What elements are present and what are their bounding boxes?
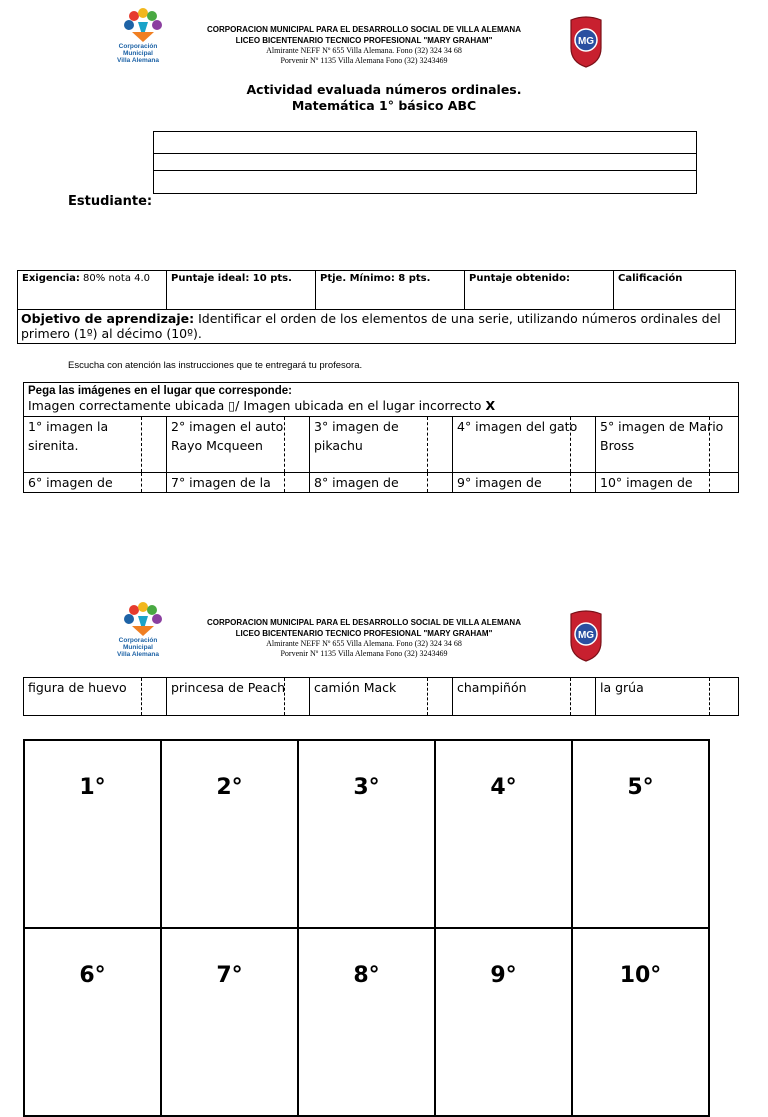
puntaje-minimo: Ptje. Mínimo: 8 pts. (316, 271, 465, 310)
image-cell-text: 1° imagen la sirenita. (28, 419, 109, 453)
paste-box-10[interactable] (572, 928, 709, 1116)
image-cell-6 (24, 473, 167, 493)
legend-correct: Imagen correctamente ubicada (28, 398, 229, 413)
header-top (0, 0, 768, 80)
paste-box-7[interactable] (161, 928, 298, 1116)
corporacion-logo-icon (112, 602, 174, 638)
paste-box-8[interactable] (298, 928, 435, 1116)
address-line: Porvenir Nº 1135 Villa Alemana Fono (32) 3243469 (280, 649, 448, 658)
ordinal-label: 4° (490, 775, 517, 800)
institution-name: CORPORACION MUNICIPAL PARA EL DESARROLLO SOCIAL DE VILLA ALEMANA (207, 618, 521, 627)
image-cell-4 (453, 417, 596, 473)
image-cell-2 (167, 417, 310, 473)
paste-box-4[interactable] (435, 740, 572, 928)
puntaje-ideal: Puntaje ideal: 10 pts. (167, 271, 316, 310)
image-cell-text: 10° imagen de (600, 475, 693, 490)
ordinal-label: 6° (79, 963, 106, 988)
exigencia-cell (18, 271, 167, 310)
image-cell-text: camión Mack (314, 680, 397, 695)
images-legend (28, 398, 734, 414)
images-heading: Pega las imágenes en el lugar que corresponde: (28, 385, 292, 397)
ordinal-label: 5° (627, 775, 654, 800)
evaluation-info-table (17, 270, 736, 344)
page-title: Actividad evaluada números ordinales. (246, 82, 522, 97)
x-mark-icon: X (485, 398, 496, 413)
logo-text-line: Municipal (123, 644, 153, 651)
image-cell-text: 4° imagen del gato (457, 419, 578, 434)
calificacion[interactable]: Calificación (614, 271, 736, 310)
image-cell-10 (596, 473, 739, 493)
student-label: Estudiante: (68, 194, 153, 209)
paste-box-5[interactable] (572, 740, 709, 928)
image-cell-7 (167, 473, 310, 493)
school-crest-icon (568, 14, 604, 68)
image-cell-text: princesa de Peach (171, 680, 286, 695)
exigencia-label: Exigencia: (22, 273, 80, 284)
logo-text-line: Corporación (118, 43, 158, 50)
image-cell-8 (310, 473, 453, 493)
corporacion-logo-icon (112, 8, 174, 44)
school-name: LICEO BICENTENARIO TECNICO PROFESIONAL "MARY GRAHAM" (235, 629, 493, 638)
logo-text-line: Corporación (118, 637, 158, 644)
image-cell-3 (310, 417, 453, 473)
image-cell-text: champiñón (457, 680, 527, 695)
image-cell-6-cont (24, 678, 167, 716)
image-cell-5 (596, 417, 739, 473)
image-cell-text: figura de huevo (28, 680, 127, 695)
image-cell-10-cont (596, 678, 739, 716)
puntaje-obtenido[interactable]: Puntaje obtenido: (465, 271, 614, 310)
objetivo-label: Objetivo de aprendizaje: (21, 311, 195, 326)
checkbox-icon: ▯ (228, 398, 236, 413)
address-line: Almirante NEFF Nº 655 Villa Alemana. Fono (32) 324 34 68 (266, 639, 462, 648)
ordinal-label: 1° (79, 775, 106, 800)
image-cell-7-cont (167, 678, 310, 716)
school-name: LICEO BICENTENARIO TECNICO PROFESIONAL "MARY GRAHAM" (235, 36, 493, 45)
ordinal-label: 9° (490, 963, 517, 988)
legend-incorrect: / Imagen ubicada en el lugar incorrecto (235, 398, 486, 413)
image-cell-text: 5° imagen de Mario Bross (600, 419, 724, 453)
image-cell-9 (453, 473, 596, 493)
image-cell-8-cont (310, 678, 453, 716)
paste-box-2[interactable] (161, 740, 298, 928)
address-line: Almirante NEFF Nº 655 Villa Alemana. Fono (32) 324 34 68 (266, 46, 462, 55)
ordinal-label: 8° (353, 963, 380, 988)
institution-name: CORPORACION MUNICIPAL PARA EL DESARROLLO SOCIAL DE VILLA ALEMANA (207, 25, 521, 34)
page-subtitle: Matemática 1° básico ABC (291, 98, 477, 113)
image-cell-text: 9° imagen de (457, 475, 542, 490)
ordinal-paste-grid (23, 739, 710, 1117)
logo-text-line: Villa Alemana (117, 57, 159, 64)
ordinal-label: 3° (353, 775, 380, 800)
school-crest-icon (568, 608, 604, 662)
ordinal-label: 2° (216, 775, 243, 800)
image-cell-text: 7° imagen de la (171, 475, 271, 490)
crest-text: MG (577, 630, 595, 641)
exigencia-value: 80% nota 4.0 (79, 273, 151, 284)
objetivo-text: Identificar el orden de los elementos de una serie, utilizando números ordinales del primero (1º) al décimo (10º). (21, 311, 721, 341)
logo-text-line: Villa Alemana (117, 651, 159, 658)
objetivo-cell (18, 310, 736, 344)
instruction-text: Escucha con atención las instrucciones que te entregará tu profesora. (68, 360, 363, 371)
ordinal-label: 10° (619, 963, 662, 988)
image-cell-9-cont (453, 678, 596, 716)
image-cell-text: 8° imagen de (314, 475, 399, 490)
images-heading-cell (24, 383, 739, 417)
image-cell-text: 3° imagen de pikachu (314, 419, 399, 453)
paste-box-3[interactable] (298, 740, 435, 928)
image-cell-1 (24, 417, 167, 473)
images-table-continuation (23, 677, 739, 716)
ordinal-label: 7° (216, 963, 243, 988)
image-cell-text: 2° imagen el auto Rayo Mcqueen (171, 419, 284, 453)
paste-box-1[interactable] (24, 740, 161, 928)
crest-text: MG (577, 36, 595, 47)
header-page-2 (0, 598, 768, 678)
paste-box-6[interactable] (24, 928, 161, 1116)
logo-text-line: Municipal (123, 50, 153, 57)
images-instruction-table (23, 382, 739, 493)
paste-box-9[interactable] (435, 928, 572, 1116)
image-cell-text: la grúa (600, 680, 644, 695)
image-cell-text: 6° imagen de (28, 475, 113, 490)
address-line: Porvenir Nº 1135 Villa Alemana Fono (32) 3243469 (280, 56, 448, 65)
